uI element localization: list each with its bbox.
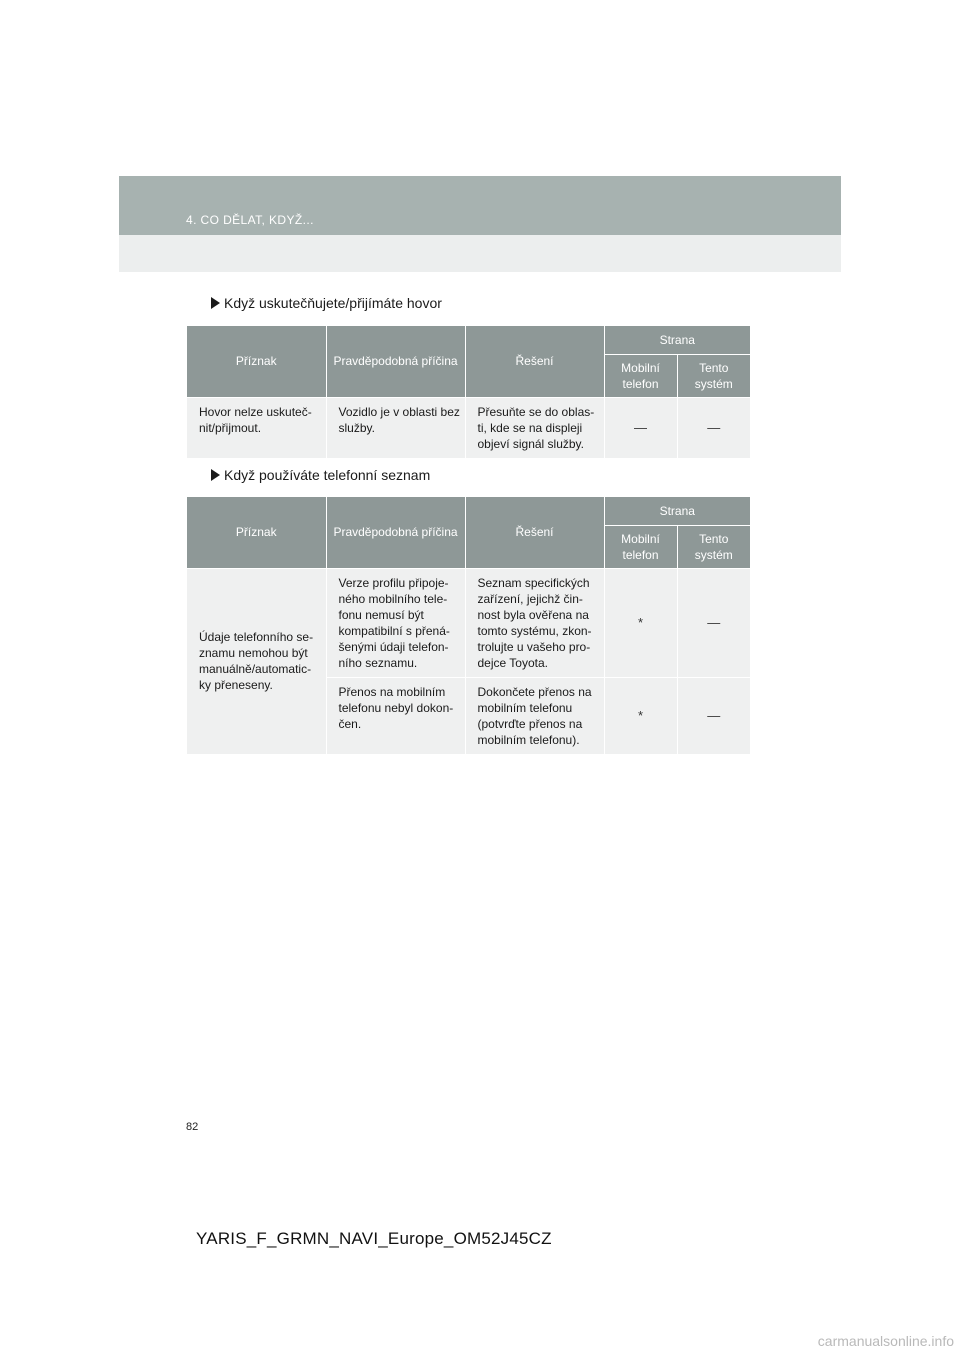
cell-cause: Vozidlo je v oblasti bez služby.	[326, 397, 465, 458]
section-heading-text: Když uskutečňujete/přijímáte hovor	[224, 295, 442, 311]
cell-symptom: Hovor nelze uskuteč-nit/přijmout.	[187, 397, 326, 458]
cell-mobile-ref: *	[604, 677, 677, 754]
cell-solution: Seznam specifických zařízení, jejichž čin-nost byla ověřena na tomto systému, zkon-trolujte u vašeho pro-dejce Toyota.	[465, 568, 604, 677]
header-page: Strana	[604, 497, 750, 525]
header-cause: Pravděpodobná příčina	[326, 326, 465, 397]
header-symptom: Příznak	[187, 497, 326, 568]
header-solution: Řešení	[465, 497, 604, 568]
triangle-bullet-icon	[211, 469, 220, 481]
header-band	[119, 176, 841, 235]
header-symptom: Příznak	[187, 326, 326, 397]
table-row	[187, 568, 750, 677]
header-page: Strana	[604, 326, 750, 354]
document-code: YARIS_F_GRMN_NAVI_Europe_OM52J45CZ	[196, 1229, 552, 1248]
header-this-system: Tento systém	[677, 354, 750, 397]
troubleshooting-table-calls	[187, 326, 750, 459]
section-heading-text: Když používáte telefonní seznam	[224, 467, 431, 483]
triangle-bullet-icon	[211, 297, 220, 309]
cell-cause: Verze profilu připoje-ného mobilního tele-fonu nemusí být kompatibilní s přená-šenými údaji telefon-ního seznamu.	[326, 568, 465, 677]
cell-cause: Přenos na mobilním telefonu nebyl dokon-čen.	[326, 677, 465, 754]
cell-solution: Přesuňte se do oblas-ti, kde se na displeji objeví signál služby.	[465, 397, 604, 458]
cell-symptom: Údaje telefonního se-znamu nemohou být manuálně/automatic-ky přeneseny.	[187, 568, 326, 754]
header-cause: Pravděpodobná příčina	[326, 497, 465, 568]
cell-system-ref: —	[677, 677, 750, 754]
troubleshooting-table-phonebook	[187, 497, 750, 755]
table-row	[187, 397, 750, 458]
watermark: carmanualsonline.info	[817, 1333, 954, 1349]
page-number: 82	[186, 1121, 199, 1133]
cell-system-ref: —	[677, 568, 750, 677]
header-mobile-phone: Mobilní telefon	[604, 525, 677, 568]
section-heading-calls	[211, 295, 442, 311]
header-subband	[119, 235, 841, 272]
header-solution: Řešení	[465, 326, 604, 397]
cell-solution: Dokončete přenos na mobilním telefonu (potvrďte přenos na mobilním telefonu).	[465, 677, 604, 754]
cell-mobile-ref: *	[604, 568, 677, 677]
chapter-title: 4. CO DĚLAT, KDYŽ...	[186, 213, 314, 227]
cell-mobile-ref: —	[604, 397, 677, 458]
section-heading-phonebook	[211, 467, 430, 483]
header-mobile-phone: Mobilní telefon	[604, 354, 677, 397]
cell-system-ref: —	[677, 397, 750, 458]
header-this-system: Tento systém	[677, 525, 750, 568]
